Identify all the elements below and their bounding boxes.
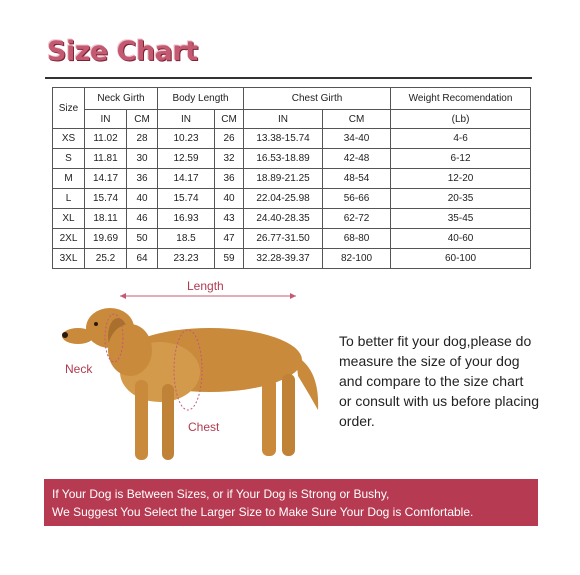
header-neck-girth: Neck Girth xyxy=(85,88,158,110)
table-cell: 18.89-21.25 xyxy=(244,169,323,189)
table-cell: 16.53-18.89 xyxy=(244,149,323,169)
subheader-neck-cm: CM xyxy=(127,110,158,129)
header-row xyxy=(53,88,531,110)
table-cell: 12-20 xyxy=(391,169,531,189)
subheader-length-cm: CM xyxy=(215,110,244,129)
table-cell: 18.5 xyxy=(158,229,215,249)
table-cell: 15.74 xyxy=(85,189,127,209)
size-cell: XL xyxy=(53,209,85,229)
size-advice-banner xyxy=(44,479,538,526)
table-cell: 10.23 xyxy=(158,129,215,149)
table-row xyxy=(53,149,531,169)
table-cell: 62-72 xyxy=(323,209,391,229)
table-cell: 11.02 xyxy=(85,129,127,149)
table-row xyxy=(53,249,531,269)
table-cell: 46 xyxy=(127,209,158,229)
neck-label: Neck xyxy=(65,362,93,376)
table-cell: 50 xyxy=(127,229,158,249)
table-cell: 40-60 xyxy=(391,229,531,249)
table-cell: 43 xyxy=(215,209,244,229)
table-row xyxy=(53,129,531,149)
table-cell: 14.17 xyxy=(85,169,127,189)
table-cell: 28 xyxy=(127,129,158,149)
chest-label: Chest xyxy=(188,420,220,434)
header-weight: Weight Recomendation xyxy=(391,88,531,110)
length-arrow-icon xyxy=(120,293,296,299)
subheader-neck-in: IN xyxy=(85,110,127,129)
table-cell: 25.2 xyxy=(85,249,127,269)
table-cell: 36 xyxy=(127,169,158,189)
table-cell: 26 xyxy=(215,129,244,149)
banner-line-2: We Suggest You Select the Larger Size to Make Sure Your Dog is Comfortable. xyxy=(52,505,474,519)
table-cell: 20-35 xyxy=(391,189,531,209)
title-divider xyxy=(45,77,532,79)
table-cell: 12.59 xyxy=(158,149,215,169)
banner-line-1: If Your Dog is Between Sizes, or if Your Dog is Strong or Bushy, xyxy=(52,487,390,501)
table-cell: 36 xyxy=(215,169,244,189)
table-cell: 42-48 xyxy=(323,149,391,169)
size-cell: L xyxy=(53,189,85,209)
table-row xyxy=(53,229,531,249)
table-cell: 47 xyxy=(215,229,244,249)
table-cell: 6-12 xyxy=(391,149,531,169)
table-cell: 56-66 xyxy=(323,189,391,209)
table-cell: 18.11 xyxy=(85,209,127,229)
subheader-weight-lb: (Lb) xyxy=(391,110,531,129)
table-cell: 23.23 xyxy=(158,249,215,269)
table-cell: 35-45 xyxy=(391,209,531,229)
table-cell: 26.77-31.50 xyxy=(244,229,323,249)
table-cell: 16.93 xyxy=(158,209,215,229)
page-title: Size Chart xyxy=(47,36,198,67)
table-cell: 11.81 xyxy=(85,149,127,169)
size-rows xyxy=(53,129,531,269)
table-cell: 4-6 xyxy=(391,129,531,149)
table-cell: 64 xyxy=(127,249,158,269)
table-cell: 32.28-39.37 xyxy=(244,249,323,269)
size-chart-table xyxy=(52,87,531,269)
dog-measurement-diagram xyxy=(50,280,340,470)
table-cell: 40 xyxy=(215,189,244,209)
size-cell: 2XL xyxy=(53,229,85,249)
header-body-length: Body Length xyxy=(158,88,244,110)
table-cell: 60-100 xyxy=(391,249,531,269)
subheader-row xyxy=(53,110,531,129)
table-cell: 22.04-25.98 xyxy=(244,189,323,209)
subheader-chest-in: IN xyxy=(244,110,323,129)
table-cell: 68-80 xyxy=(323,229,391,249)
table-cell: 24.40-28.35 xyxy=(244,209,323,229)
subheader-length-in: IN xyxy=(158,110,215,129)
table-cell: 82-100 xyxy=(323,249,391,269)
table-cell: 34-40 xyxy=(323,129,391,149)
size-cell: S xyxy=(53,149,85,169)
table-row xyxy=(53,189,531,209)
table-cell: 13.38-15.74 xyxy=(244,129,323,149)
table-cell: 59 xyxy=(215,249,244,269)
measure-instructions: To better fit your dog,please do measure the size of your dog and compare to the size chart or consult with us before placing order. xyxy=(339,333,539,429)
table-cell: 40 xyxy=(127,189,158,209)
size-cell: XS xyxy=(53,129,85,149)
table-row xyxy=(53,169,531,189)
header-chest-girth: Chest Girth xyxy=(244,88,391,110)
table-row xyxy=(53,209,531,229)
table-cell: 48-54 xyxy=(323,169,391,189)
table-cell: 30 xyxy=(127,149,158,169)
size-cell: M xyxy=(53,169,85,189)
table-cell: 15.74 xyxy=(158,189,215,209)
table-cell: 14.17 xyxy=(158,169,215,189)
table-cell: 32 xyxy=(215,149,244,169)
size-cell: 3XL xyxy=(53,249,85,269)
table-cell: 19.69 xyxy=(85,229,127,249)
dog-illustration xyxy=(50,280,340,470)
subheader-chest-cm: CM xyxy=(323,110,391,129)
length-label: Length xyxy=(187,279,224,293)
header-size: Size xyxy=(53,88,85,129)
